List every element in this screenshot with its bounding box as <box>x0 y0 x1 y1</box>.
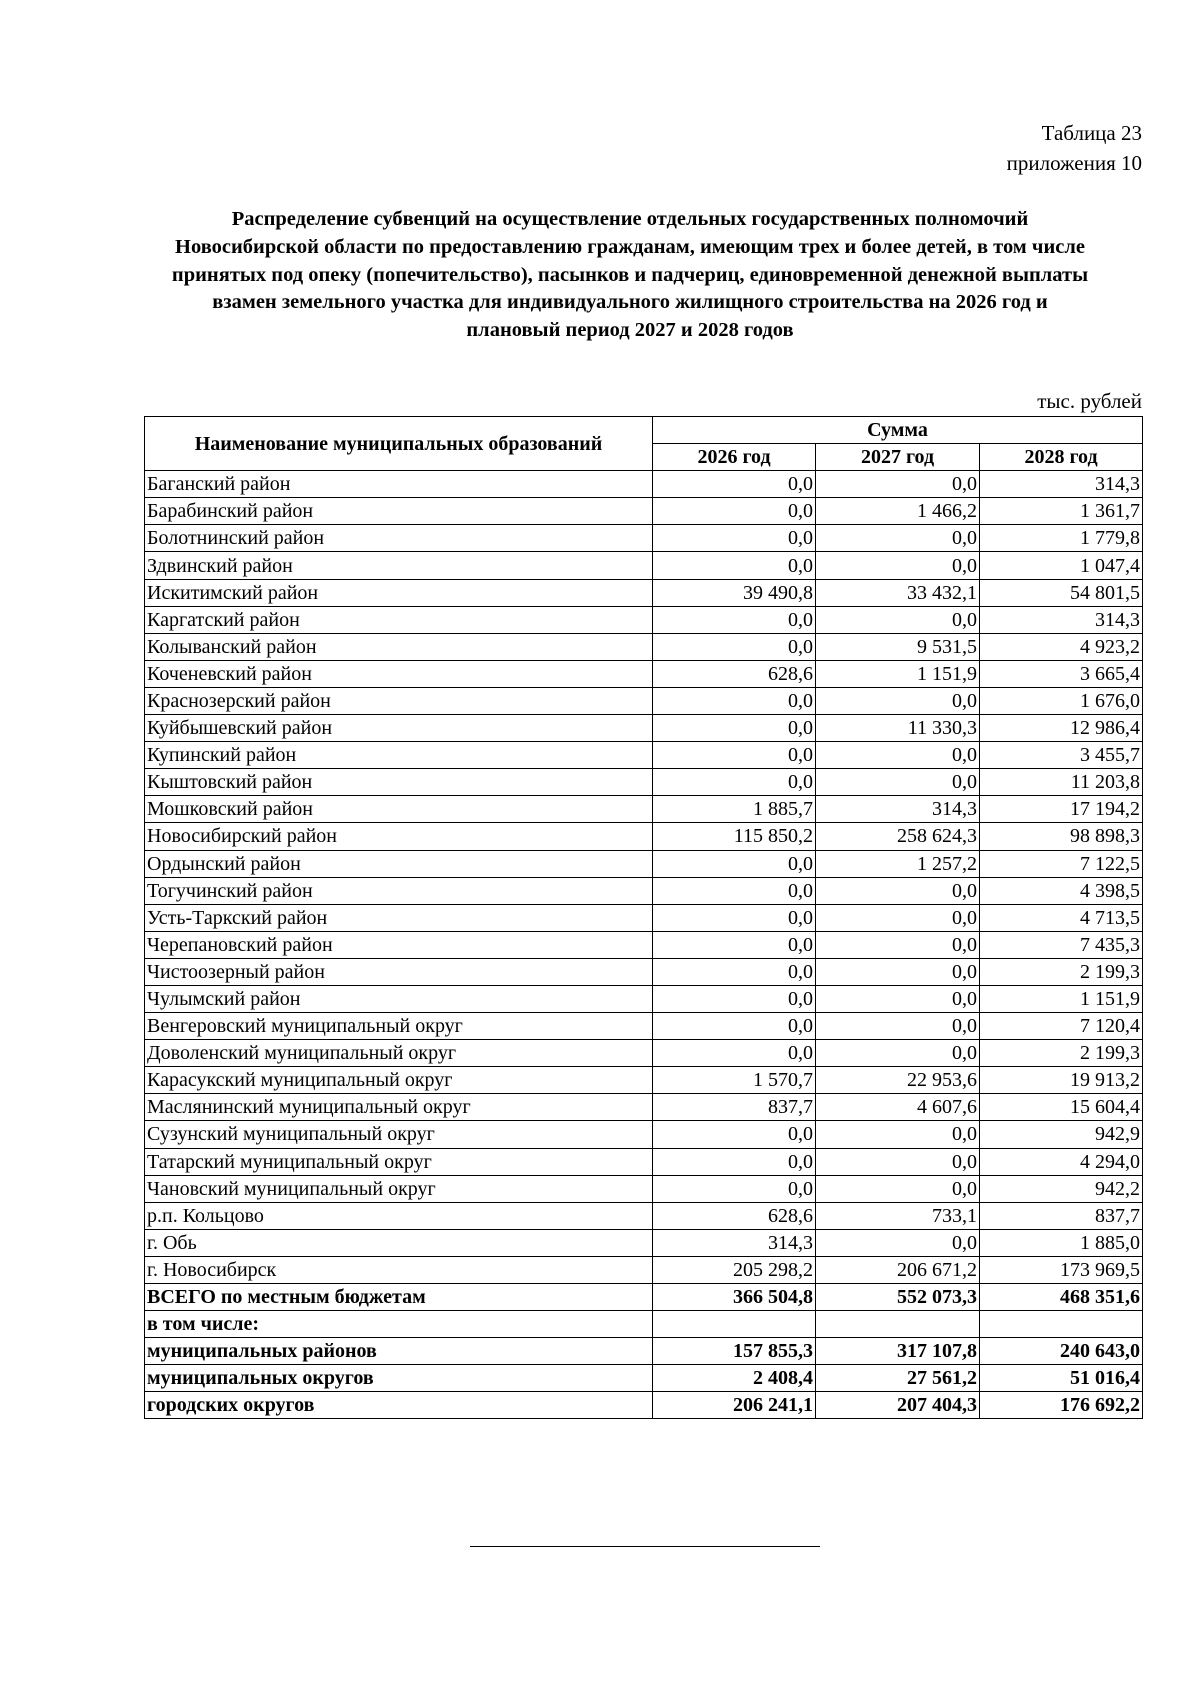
table-row <box>145 633 1143 660</box>
municipality-name: Маслянинский муниципальный округ <box>145 1094 653 1121</box>
value-2026: 0,0 <box>653 931 816 958</box>
value-2028: 2 199,3 <box>980 1040 1143 1067</box>
value-2028: 4 923,2 <box>980 633 1143 660</box>
value-2027: 206 671,2 <box>816 1256 980 1283</box>
value-2028: 17 194,2 <box>980 796 1143 823</box>
value-2027: 0,0 <box>816 1175 980 1202</box>
value-2027: 0,0 <box>816 606 980 633</box>
value-2028: 4 713,5 <box>980 904 1143 931</box>
municipality-name: Новосибирский район <box>145 823 653 850</box>
appendix-number: приложения 10 <box>1006 151 1142 175</box>
value-2026: 0,0 <box>653 985 816 1012</box>
value-2027: 0,0 <box>816 1040 980 1067</box>
municipality-name: Доволенский муниципальный округ <box>145 1040 653 1067</box>
value-2026: 0,0 <box>653 633 816 660</box>
value-2027: 33 432,1 <box>816 579 980 606</box>
header-sum: Сумма <box>653 417 1143 444</box>
value-2026: 0,0 <box>653 742 816 769</box>
value-2026: 0,0 <box>653 769 816 796</box>
table-row <box>145 1175 1143 1202</box>
municipality-name: Усть-Таркский район <box>145 904 653 931</box>
value-2028: 3 665,4 <box>980 660 1143 687</box>
municipality-name: Купинский район <box>145 742 653 769</box>
value-2026: 628,6 <box>653 660 816 687</box>
table-row <box>145 687 1143 714</box>
municipality-name: Искитимский район <box>145 579 653 606</box>
value-2028: 98 898,3 <box>980 823 1143 850</box>
value-2026: 0,0 <box>653 1175 816 1202</box>
value-2028: 1 151,9 <box>980 985 1143 1012</box>
value-2026: 0,0 <box>653 877 816 904</box>
value-2028: 1 361,7 <box>980 498 1143 525</box>
value-2027: 258 624,3 <box>816 823 980 850</box>
title-line: Новосибирской области по предоставлению гражданам, имеющим трех и более детей, в том числе <box>175 235 1085 258</box>
table-row <box>145 823 1143 850</box>
value-2026: 0,0 <box>653 904 816 931</box>
value-2028: 54 801,5 <box>980 579 1143 606</box>
municipality-name: Коченевский район <box>145 660 653 687</box>
value-2026: 2 408,4 <box>653 1365 816 1392</box>
footer-divider <box>470 1546 820 1547</box>
value-2027 <box>816 1311 980 1338</box>
value-2027: 1 466,2 <box>816 498 980 525</box>
table-row <box>145 769 1143 796</box>
municipality-name: Куйбышевский район <box>145 715 653 742</box>
table-row <box>145 1202 1143 1229</box>
value-2028 <box>980 1311 1143 1338</box>
table-row <box>145 1121 1143 1148</box>
municipality-name: Колыванский район <box>145 633 653 660</box>
value-2026: 628,6 <box>653 1202 816 1229</box>
value-2027: 314,3 <box>816 796 980 823</box>
value-2028: 1 779,8 <box>980 525 1143 552</box>
value-2028: 314,3 <box>980 471 1143 498</box>
municipality-name: Венгеровский муниципальный округ <box>145 1013 653 1040</box>
value-2028: 7 435,3 <box>980 931 1143 958</box>
municipality-name: Сузунский муниципальный округ <box>145 1121 653 1148</box>
title-line: плановый период 2027 и 2028 годов <box>466 319 794 342</box>
municipality-name: Здвинский район <box>145 552 653 579</box>
value-2026: 0,0 <box>653 471 816 498</box>
municipality-name: Черепановский район <box>145 931 653 958</box>
value-2028: 3 455,7 <box>980 742 1143 769</box>
total-row <box>145 1284 1143 1311</box>
table-row <box>145 715 1143 742</box>
municipality-name: Барабинский район <box>145 498 653 525</box>
value-2027: 0,0 <box>816 931 980 958</box>
value-2026: 0,0 <box>653 1148 816 1175</box>
value-2026: 0,0 <box>653 958 816 985</box>
total-row <box>145 1365 1143 1392</box>
municipality-name: Болотнинский район <box>145 525 653 552</box>
table-row <box>145 958 1143 985</box>
value-2026: 0,0 <box>653 687 816 714</box>
table-row <box>145 606 1143 633</box>
table-row <box>145 931 1143 958</box>
municipality-name: Краснозерский район <box>145 687 653 714</box>
municipality-name: Чистоозерный район <box>145 958 653 985</box>
value-2027: 733,1 <box>816 1202 980 1229</box>
value-2028: 2 199,3 <box>980 958 1143 985</box>
value-2028: 240 643,0 <box>980 1338 1143 1365</box>
title-line: Распределение субвенций на осуществление отдельных государственных полномочий <box>231 208 1029 230</box>
municipality-name: муниципальных округов <box>145 1365 653 1392</box>
value-2026: 837,7 <box>653 1094 816 1121</box>
value-2027: 9 531,5 <box>816 633 980 660</box>
value-2028: 12 986,4 <box>980 715 1143 742</box>
value-2028: 173 969,5 <box>980 1256 1143 1283</box>
table-row <box>145 579 1143 606</box>
value-2028: 15 604,4 <box>980 1094 1143 1121</box>
table-row <box>145 525 1143 552</box>
value-2026: 0,0 <box>653 1040 816 1067</box>
municipality-name: Тогучинский район <box>145 877 653 904</box>
value-2026: 206 241,1 <box>653 1392 816 1419</box>
value-2028: 837,7 <box>980 1202 1143 1229</box>
table-row <box>145 1067 1143 1094</box>
municipality-name: Кыштовский район <box>145 769 653 796</box>
table-row <box>145 1040 1143 1067</box>
value-2026: 366 504,8 <box>653 1284 816 1311</box>
value-2028: 314,3 <box>980 606 1143 633</box>
value-2026: 39 490,8 <box>653 579 816 606</box>
value-2027: 0,0 <box>816 525 980 552</box>
table-row <box>145 471 1143 498</box>
value-2028: 7 120,4 <box>980 1013 1143 1040</box>
value-2028: 51 016,4 <box>980 1365 1143 1392</box>
value-2026: 0,0 <box>653 552 816 579</box>
value-2027: 0,0 <box>816 958 980 985</box>
header-municipality: Наименование муниципальных образований <box>145 417 653 471</box>
value-2027: 0,0 <box>816 904 980 931</box>
value-2026: 157 855,3 <box>653 1338 816 1365</box>
value-2027: 0,0 <box>816 1229 980 1256</box>
value-2026: 1 885,7 <box>653 796 816 823</box>
value-2027: 27 561,2 <box>816 1365 980 1392</box>
table-row <box>145 1094 1143 1121</box>
value-2028: 7 122,5 <box>980 850 1143 877</box>
table-row <box>145 1229 1143 1256</box>
value-2028: 176 692,2 <box>980 1392 1143 1419</box>
header-year-2028: 2028 год <box>980 444 1143 471</box>
value-2028: 468 351,6 <box>980 1284 1143 1311</box>
municipality-name: городских округов <box>145 1392 653 1419</box>
municipality-name: Татарский муниципальный округ <box>145 1148 653 1175</box>
value-2028: 4 294,0 <box>980 1148 1143 1175</box>
value-2028: 1 885,0 <box>980 1229 1143 1256</box>
table-row <box>145 742 1143 769</box>
value-2027: 0,0 <box>816 1121 980 1148</box>
table-row <box>145 904 1143 931</box>
value-2027: 0,0 <box>816 552 980 579</box>
value-2027: 1 257,2 <box>816 850 980 877</box>
value-2026: 314,3 <box>653 1229 816 1256</box>
table-body <box>145 471 1143 1419</box>
value-2028: 11 203,8 <box>980 769 1143 796</box>
value-2027: 0,0 <box>816 471 980 498</box>
municipality-name: г. Новосибирск <box>145 1256 653 1283</box>
table-row <box>145 796 1143 823</box>
table-reference <box>1007 118 1142 178</box>
value-2026: 205 298,2 <box>653 1256 816 1283</box>
value-2026: 0,0 <box>653 1121 816 1148</box>
municipality-name: ВСЕГО по местным бюджетам <box>145 1284 653 1311</box>
table-row <box>145 498 1143 525</box>
table-row <box>145 552 1143 579</box>
value-2027: 0,0 <box>816 687 980 714</box>
value-2027: 0,0 <box>816 769 980 796</box>
header-year-2026: 2026 год <box>653 444 816 471</box>
value-2026 <box>653 1311 816 1338</box>
units-label: тыс. рублей <box>1037 389 1142 413</box>
value-2027: 0,0 <box>816 1013 980 1040</box>
value-2027: 552 073,3 <box>816 1284 980 1311</box>
document-title <box>130 206 1130 345</box>
title-line: принятых под опеку (попечительство), пасынков и падчериц, единовременной денежной выплаты <box>171 263 1089 286</box>
municipality-name: Чановский муниципальный округ <box>145 1175 653 1202</box>
value-2026: 0,0 <box>653 606 816 633</box>
value-2027: 317 107,8 <box>816 1338 980 1365</box>
municipality-name: в том числе: <box>145 1311 653 1338</box>
municipality-name: муниципальных районов <box>145 1338 653 1365</box>
value-2026: 0,0 <box>653 715 816 742</box>
value-2027: 4 607,6 <box>816 1094 980 1121</box>
value-2026: 0,0 <box>653 498 816 525</box>
table-row <box>145 850 1143 877</box>
value-2026: 115 850,2 <box>653 823 816 850</box>
municipality-name: Чулымский район <box>145 985 653 1012</box>
total-row <box>145 1311 1143 1338</box>
table-row <box>145 985 1143 1012</box>
subvention-table <box>144 416 1143 1419</box>
value-2028: 19 913,2 <box>980 1067 1143 1094</box>
header-year-2027: 2027 год <box>816 444 980 471</box>
table-number: Таблица 23 <box>1041 121 1142 145</box>
total-row <box>145 1338 1143 1365</box>
table-row <box>145 1013 1143 1040</box>
municipality-name: Каргатский район <box>145 606 653 633</box>
value-2027: 0,0 <box>816 1148 980 1175</box>
table-row <box>145 1256 1143 1283</box>
value-2027: 0,0 <box>816 985 980 1012</box>
value-2028: 4 398,5 <box>980 877 1143 904</box>
value-2027: 207 404,3 <box>816 1392 980 1419</box>
value-2027: 0,0 <box>816 877 980 904</box>
value-2028: 1 047,4 <box>980 552 1143 579</box>
value-2028: 942,2 <box>980 1175 1143 1202</box>
value-2027: 0,0 <box>816 742 980 769</box>
municipality-name: Баганский район <box>145 471 653 498</box>
total-row <box>145 1392 1143 1419</box>
municipality-name: Мошковский район <box>145 796 653 823</box>
value-2027: 1 151,9 <box>816 660 980 687</box>
value-2026: 1 570,7 <box>653 1067 816 1094</box>
value-2026: 0,0 <box>653 850 816 877</box>
municipality-name: Карасукский муниципальный округ <box>145 1067 653 1094</box>
value-2028: 942,9 <box>980 1121 1143 1148</box>
municipality-name: р.п. Кольцово <box>145 1202 653 1229</box>
value-2026: 0,0 <box>653 1013 816 1040</box>
value-2027: 22 953,6 <box>816 1067 980 1094</box>
table-row <box>145 1148 1143 1175</box>
table-row <box>145 660 1143 687</box>
value-2028: 1 676,0 <box>980 687 1143 714</box>
municipality-name: Ордынский район <box>145 850 653 877</box>
municipality-name: г. Обь <box>145 1229 653 1256</box>
value-2026: 0,0 <box>653 525 816 552</box>
value-2027: 11 330,3 <box>816 715 980 742</box>
table-row <box>145 877 1143 904</box>
title-line: взамен земельного участка для индивидуального жилищного строительства на 2026 год и <box>212 291 1048 314</box>
